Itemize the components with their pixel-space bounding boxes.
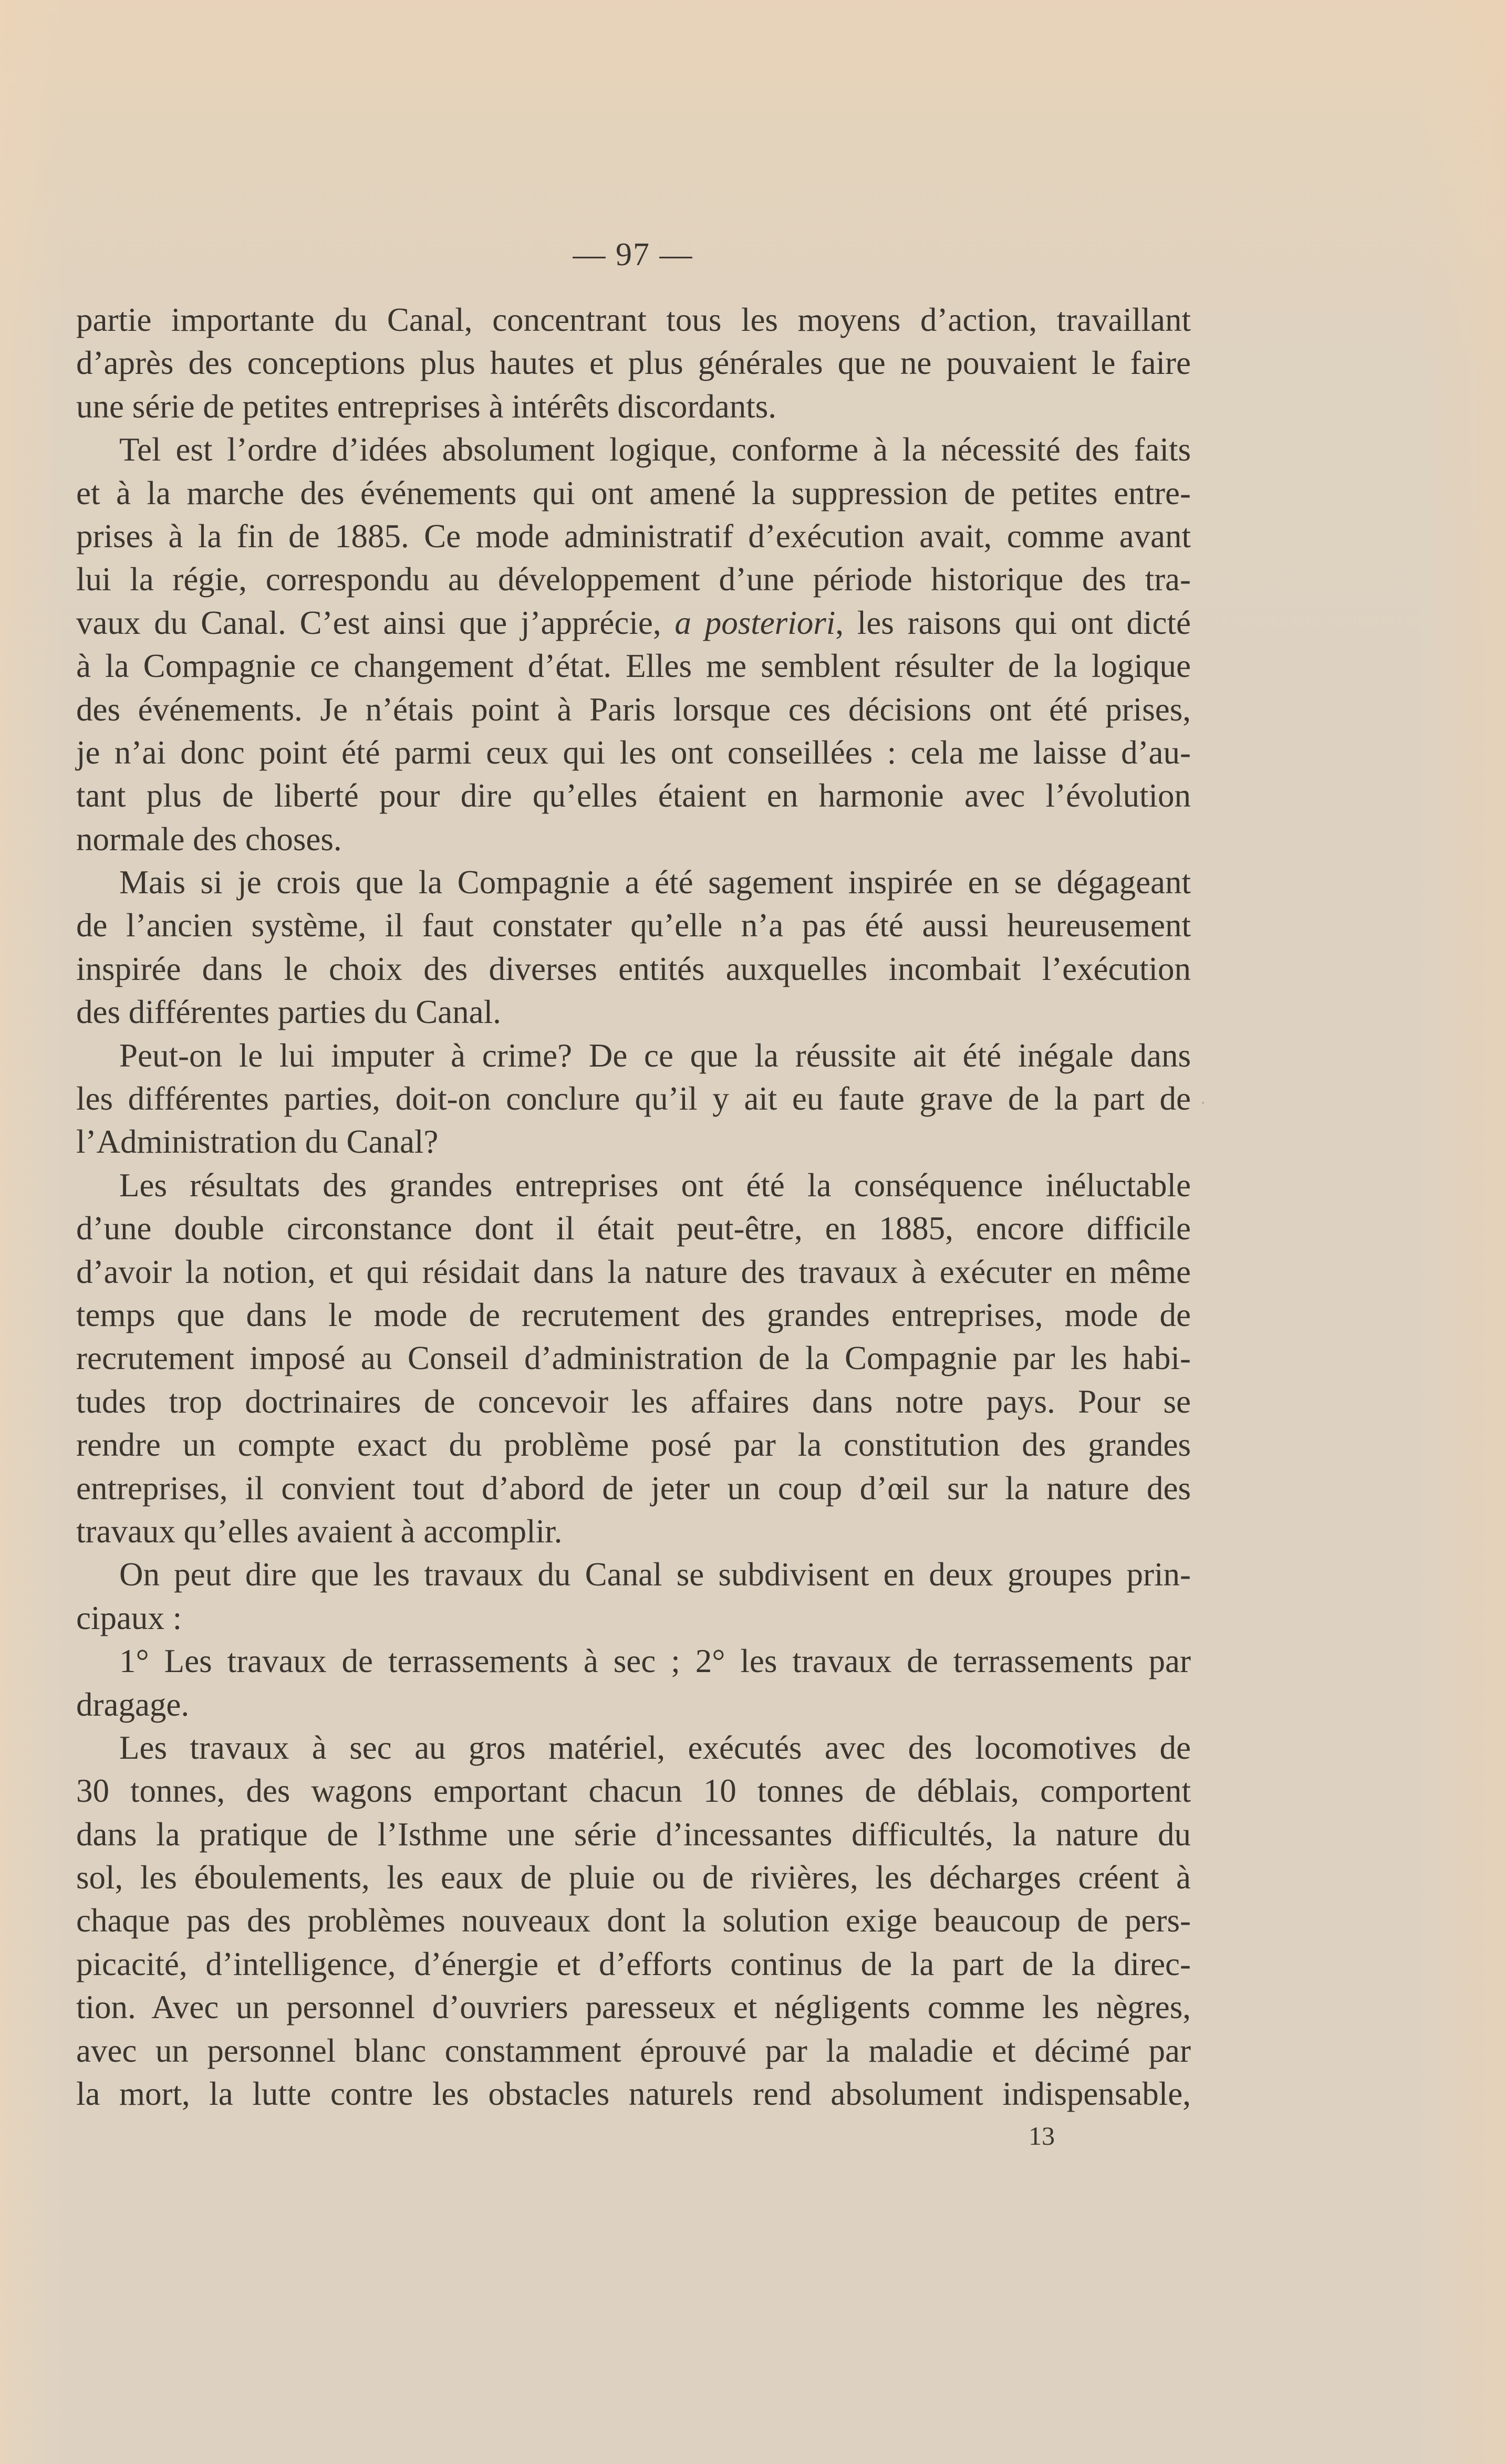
text-line-content: d’avoir la notion, et qui résidait dans la nature des travaux à exécuter en même — [76, 1253, 1191, 1290]
text-line-content: d’une double circonstance dont il était peut-être, en 1885, encore difficile — [76, 1210, 1191, 1247]
text-line-content: la mort, la lutte contre les obstacles naturels rend absolument indispensable, — [76, 2075, 1191, 2113]
text-line — [76, 1164, 1191, 1207]
body-text — [76, 298, 1191, 2115]
text-line — [76, 1423, 1191, 1466]
text-line-content — [76, 601, 1191, 644]
text-line — [76, 1077, 1191, 1120]
text-line — [76, 774, 1191, 817]
text-line — [76, 428, 1191, 471]
text-line-content: tudes trop doctrinaires de concevoir les affaires dans notre pays. Pour se — [76, 1383, 1191, 1420]
text-line-content: On peut dire que les travaux du Canal se subdivisent en deux groupes prin- — [119, 1556, 1191, 1593]
text-line-content: Mais si je crois que la Compagnie a été sagement inspirée en se dégageant — [119, 864, 1191, 901]
text-line — [76, 1250, 1191, 1293]
text-line-content: inspirée dans le choix des diverses entités auxquelles incombait l’exécution — [76, 950, 1191, 987]
text-line — [76, 1293, 1191, 1337]
text-line — [76, 1726, 1191, 1769]
italic-phrase: a posteriori — [674, 604, 836, 641]
text-line — [76, 1553, 1191, 1596]
text-line-content: recrutement imposé au Conseil d’administration de la Compagnie par les habi- — [76, 1340, 1191, 1377]
text-line — [76, 861, 1191, 904]
text-line-content: chaque pas des problèmes nouveaux dont la solution exige beaucoup de pers- — [76, 1902, 1191, 1939]
text-line-content: partie importante du Canal, concentrant tous les moyens d’action, travaillant — [76, 301, 1191, 338]
text-line-content: des différentes parties du Canal. — [76, 994, 501, 1031]
text-line-content: Les travaux à sec au gros matériel, exécutés avec des locomotives de — [119, 1729, 1191, 1766]
text-line — [76, 385, 1191, 428]
text-line-content: 30 tonnes, des wagons emportant chacun 10 tonnes de déblais, comportent — [76, 1772, 1191, 1810]
text-line — [76, 818, 1191, 861]
text-line-content: entreprises, il convient tout d’abord de jeter un coup d’œil sur la nature des — [76, 1469, 1191, 1507]
text-run: , les raisons qui ont dicté — [835, 604, 1191, 641]
text-line — [76, 558, 1191, 601]
text-line-content: travaux qu’elles avaient à accomplir. — [76, 1512, 563, 1550]
text-line-content: et à la marche des événements qui ont amené la suppression de petites entre- — [76, 474, 1191, 511]
text-line-content: tant plus de liberté pour dire qu’elles étaient en harmonie avec l’évolution — [76, 777, 1191, 815]
text-line-content: je n’ai donc point été parmi ceux qui les ont conseillées : cela me laisse d’au- — [76, 734, 1191, 771]
text-line — [76, 1207, 1191, 1250]
text-line-content: prises à la fin de 1885. Ce mode administratif d’exécution avait, comme avant — [76, 517, 1191, 555]
text-line — [76, 1813, 1191, 1856]
text-line — [76, 904, 1191, 947]
text-line-content: de l’ancien système, il faut constater qu’elle n’a pas été aussi heureusement — [76, 907, 1191, 944]
signature-mark: 13 — [1029, 2121, 1055, 2150]
text-line — [76, 1769, 1191, 1812]
text-line-content: des événements. Je n’étais point à Paris lorsque ces décisions ont été prises, — [76, 691, 1191, 728]
text-line — [76, 298, 1191, 341]
text-line — [76, 2029, 1191, 2072]
text-line — [76, 1034, 1191, 1077]
text-line — [76, 1640, 1191, 1683]
text-line-content: Tel est l’ordre d’idées absolument logique, conforme à la nécessité des faits — [119, 431, 1191, 468]
text-line-content: tion. Avec un personnel d’ouvriers paresseux et négligents comme les nègres, — [76, 1989, 1191, 2026]
text-line — [76, 601, 1191, 644]
text-line-content: Les résultats des grandes entreprises ont été la conséquence inéluctable — [119, 1166, 1191, 1204]
text-line — [76, 1120, 1191, 1163]
text-line — [76, 688, 1191, 731]
text-line — [76, 341, 1191, 384]
text-line — [76, 990, 1191, 1033]
text-line — [76, 515, 1191, 558]
text-line-content: dans la pratique de l’Isthme une série d’incessantes difficultés, la nature du — [76, 1815, 1191, 1853]
text-line — [76, 472, 1191, 515]
text-line-content: temps que dans le mode de recrutement des grandes entreprises, mode de — [76, 1296, 1191, 1333]
paper-speck — [1202, 1102, 1204, 1104]
text-line-content: d’après des conceptions plus hautes et plus générales que ne pouvaient le faire — [76, 344, 1191, 382]
text-line — [76, 731, 1191, 774]
text-line — [76, 2072, 1191, 2115]
text-line-content: 1° Les travaux de terrassements à sec ; 2° les travaux de terrassements par — [119, 1643, 1191, 1680]
text-line — [76, 1380, 1191, 1423]
text-line-content: Peut-on le lui imputer à crime? De ce que la réussite ait été inégale dans — [119, 1037, 1191, 1074]
page-number-header: — 97 — — [573, 237, 693, 273]
text-line-content: lui la régie, correspondu au développement d’une période historique des tra- — [76, 561, 1191, 598]
text-line — [76, 1683, 1191, 1726]
text-line-content: cipaux : — [76, 1599, 182, 1636]
text-line-content: avec un personnel blanc constamment éprouvé par la maladie et décimé par — [76, 2032, 1191, 2069]
text-line — [76, 1899, 1191, 1942]
text-line — [76, 1467, 1191, 1510]
text-line-content: normale des choses. — [76, 820, 342, 858]
text-line — [76, 947, 1191, 990]
text-line-content: une série de petites entreprises à intérêts discordants. — [76, 388, 777, 425]
text-line — [76, 1510, 1191, 1553]
text-line — [76, 644, 1191, 687]
text-line — [76, 1943, 1191, 1986]
text-line-content: dragage. — [76, 1686, 190, 1723]
text-line-content: l’Administration du Canal? — [76, 1123, 439, 1161]
text-line — [76, 1986, 1191, 2029]
text-line — [76, 1856, 1191, 1899]
text-run: vaux du Canal. C’est ainsi que j’apprécie, — [76, 604, 675, 641]
text-line-content: sol, les éboulements, les eaux de pluie ou de rivières, les décharges créent à — [76, 1859, 1191, 1896]
text-line — [76, 1596, 1191, 1640]
text-line-content: à la Compagnie ce changement d’état. Elles me semblent résulter de la logique — [76, 648, 1191, 685]
text-line-content: les différentes parties, doit-on conclure qu’il y ait eu faute grave de la part de — [76, 1080, 1191, 1118]
text-line — [76, 1337, 1191, 1380]
text-line-content: picacité, d’intelligence, d’énergie et d’efforts continus de la part de la direc- — [76, 1945, 1191, 1982]
text-line-content: rendre un compte exact du problème posé par la constitution des grandes — [76, 1426, 1191, 1464]
